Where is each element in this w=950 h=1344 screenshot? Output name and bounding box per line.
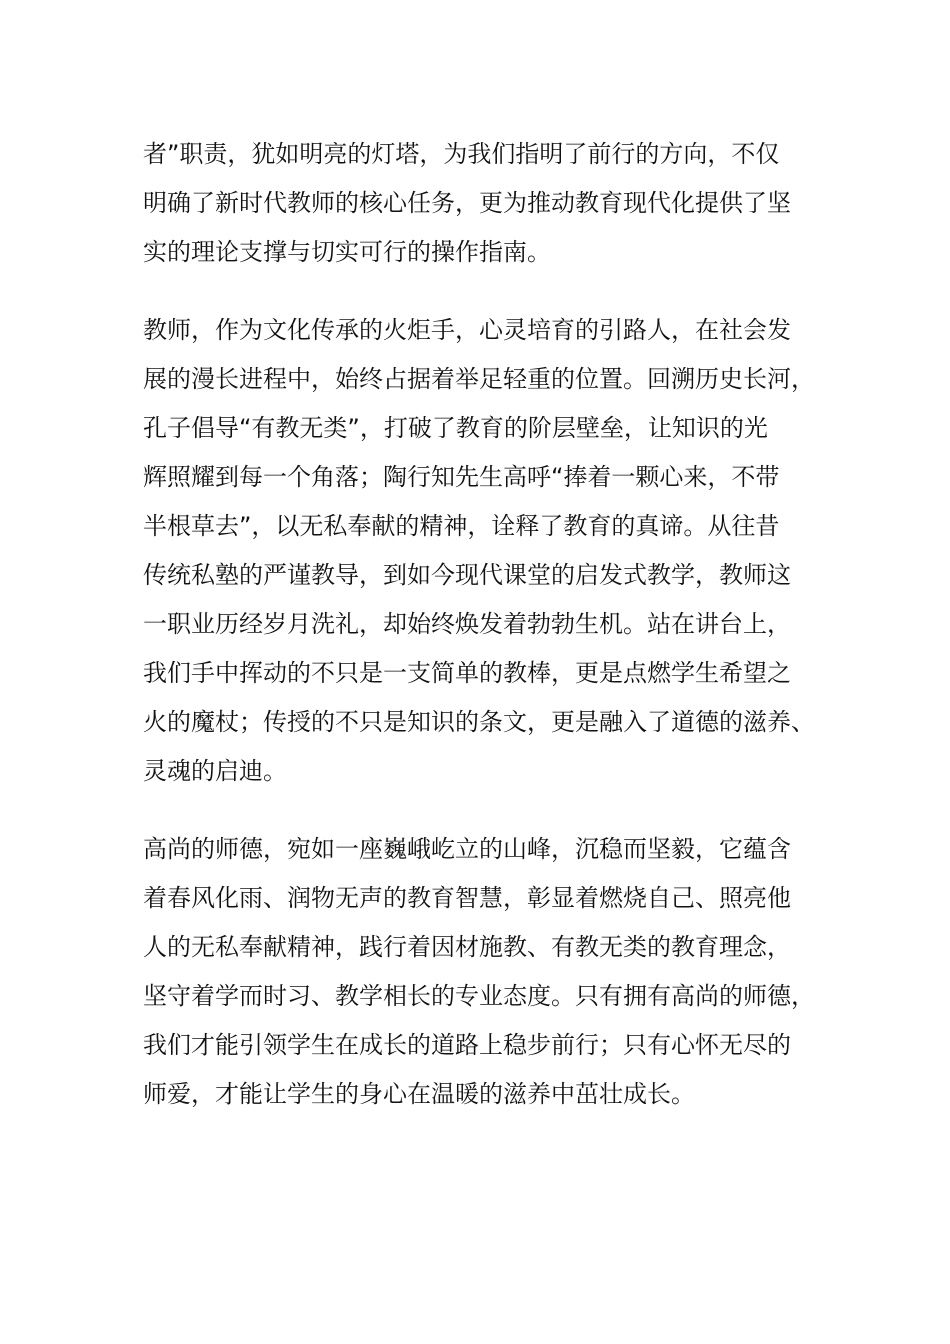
text-line: 展的漫长进程中，始终占据着举足轻重的位置。回溯历史长河， bbox=[143, 365, 815, 393]
text-line: 火的魔杖；传授的不只是知识的条文，更是融入了道德的滋养、 bbox=[143, 708, 815, 736]
text-line: 师爱，才能让学生的身心在温暖的滋养中茁壮成长。 bbox=[143, 1080, 695, 1108]
text-line: 教师，作为文化传承的火炬手，心灵培育的引路人，在社会发 bbox=[143, 316, 791, 344]
paragraph-1 bbox=[143, 130, 813, 277]
text-line: 者”职责，犹如明亮的灯塔，为我们指明了前行的方向，不仅 bbox=[143, 140, 780, 168]
text-line: 我们才能引领学生在成长的道路上稳步前行；只有心怀无尽的 bbox=[143, 1031, 791, 1059]
text-line: 明确了新时代教师的核心任务，更为推动教育现代化提供了坚 bbox=[143, 189, 791, 217]
paragraph-2 bbox=[143, 306, 813, 796]
text-line: 孔子倡导“有教无类”，打破了教育的阶层壁垒，让知识的光 bbox=[143, 414, 768, 442]
document-body bbox=[143, 130, 813, 1148]
text-line: 实的理论支撑与切实可行的操作指南。 bbox=[143, 238, 551, 266]
paragraph-3 bbox=[143, 825, 813, 1119]
text-line: 着春风化雨、润物无声的教育智慧，彰显着燃烧自己、照亮他 bbox=[143, 884, 791, 912]
text-line: 我们手中挥动的不只是一支简单的教棒，更是点燃学生希望之 bbox=[143, 659, 791, 687]
text-line: 人的无私奉献精神，践行着因材施教、有教无类的教育理念， bbox=[143, 933, 791, 961]
text-line: 灵魂的启迪。 bbox=[143, 757, 287, 785]
text-line: 一职业历经岁月洗礼，却始终焕发着勃勃生机。站在讲台上， bbox=[143, 610, 791, 638]
text-line: 坚守着学而时习、教学相长的专业态度。只有拥有高尚的师德， bbox=[143, 982, 815, 1010]
text-line: 高尚的师德，宛如一座巍峨屹立的山峰，沉稳而坚毅，它蕴含 bbox=[143, 835, 791, 863]
text-line: 辉照耀到每一个角落；陶行知先生高呼“捧着一颗心来，不带 bbox=[143, 463, 780, 491]
text-line: 传统私塾的严谨教导，到如今现代课堂的启发式教学，教师这 bbox=[143, 561, 791, 589]
text-line: 半根草去”，以无私奉献的精神，诠释了教育的真谛。从往昔 bbox=[143, 512, 780, 540]
